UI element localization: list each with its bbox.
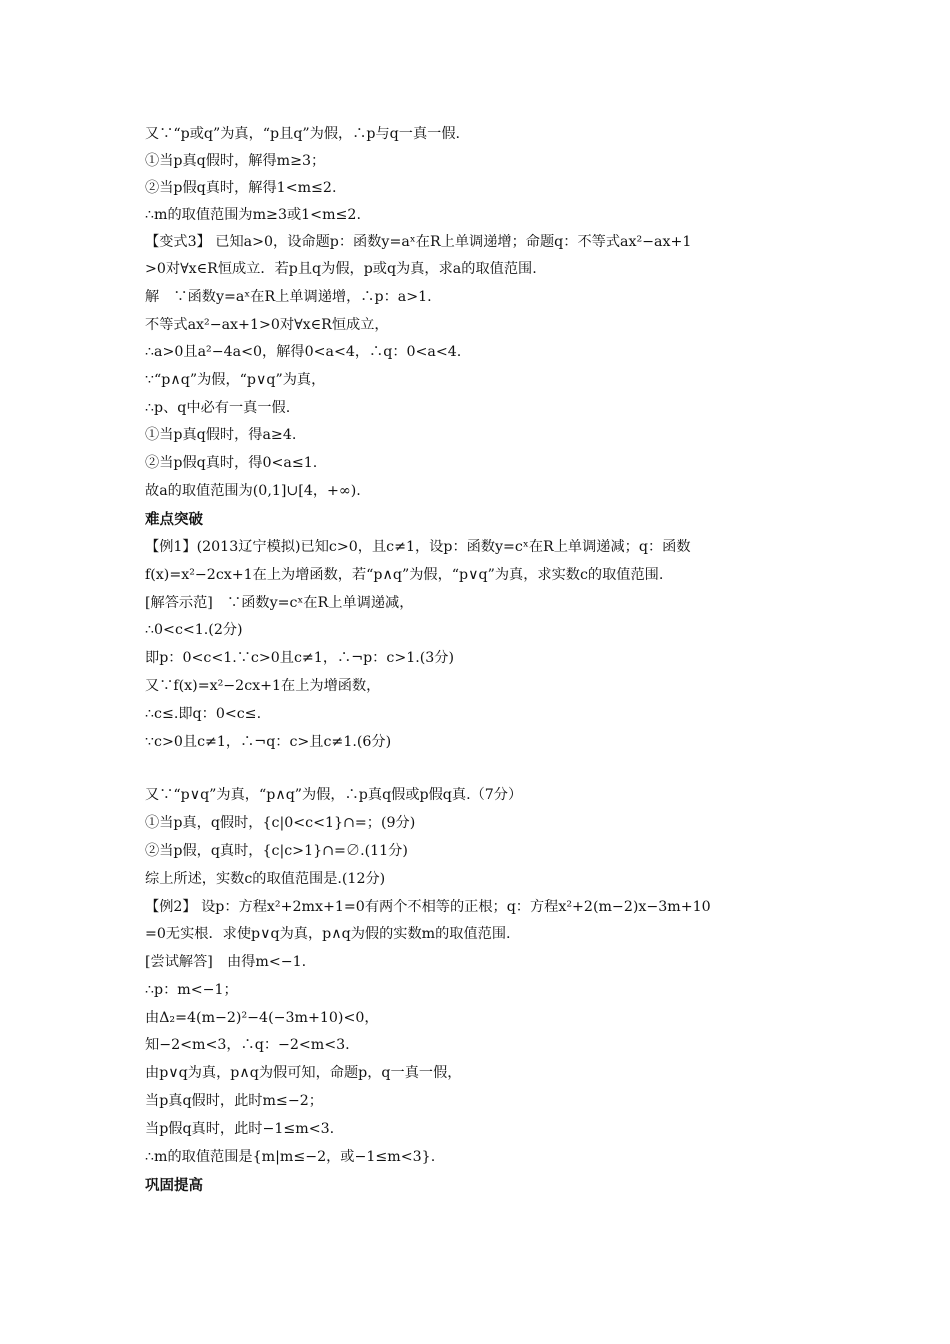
text-line: ∴a>0且a²−4a<0，解得0<a<4，∴q：0<a<4. <box>145 344 462 360</box>
text-line: ①当p真q假时，解得m≥3； <box>145 153 326 169</box>
text-line: 又∵“p或q”为真，“p且q”为假，∴p与q一真一假. <box>145 126 461 142</box>
text-line: ②当p假q真时，解得1<m≤2. <box>145 180 337 196</box>
text-line: 知−2<m<3，∴q：−2<m<3. <box>145 1037 350 1053</box>
text-line: ∴p、q中必有一真一假. <box>145 400 291 416</box>
text-line: [解答示范] ∵函数y=cˣ在R上单调递减， <box>145 595 414 611</box>
text-line: 当p假q真时，此时−1≤m<3. <box>145 1121 335 1137</box>
text-line: >0对∀x∈R恒成立．若p且q为假，p或q为真，求a的取值范围. <box>145 261 537 277</box>
text-line: ∴m的取值范围是{m|m≤−2，或−1≤m<3}. <box>145 1149 436 1165</box>
text-line: ∴m的取值范围为m≥3或1<m≤2. <box>145 207 361 223</box>
text-line: ①当p真q假时，得a≥4. <box>145 427 297 443</box>
text-line: ∴0<c<1.(2分) <box>145 622 243 638</box>
text-line: ∴p：m<−1； <box>145 982 238 998</box>
text-line: 综上所述，实数c的取值范围是.(12分) <box>145 871 386 887</box>
text-line: 当p真q假时，此时m≤−2； <box>145 1093 323 1109</box>
text-line: ∴c≤.即q：0<c≤. <box>145 706 262 722</box>
text-line: 又∵“p∨q”为真，“p∧q”为假，∴p真q假或p假q真.（7分） <box>145 787 523 803</box>
text-line: 【变式3】 已知a>0，设命题p：函数y=aˣ在R上单调递增；命题q：不等式ax²−ax+1 <box>145 234 692 250</box>
text-line: ②当p假，q真时，{c|c>1}∩=∅.(11分) <box>145 843 408 859</box>
text-line: 解 ∵函数y=aˣ在R上单调递增，∴p：a>1. <box>145 289 432 305</box>
text-line: ①当p真，q假时，{c|0<c<1}∩=；(9分) <box>145 815 416 831</box>
text-line: 不等式ax²−ax+1>0对∀x∈R恒成立， <box>145 317 389 333</box>
text-line: 由Δ₂=4(m−2)²−4(−3m+10)<0， <box>145 1010 379 1026</box>
text-line: ②当p假q真时，得0<a≤1. <box>145 455 318 471</box>
section-heading: 巩固提高 <box>145 1178 203 1194</box>
text-line: =0无实根．求使p∨q为真，p∧q为假的实数m的取值范围. <box>145 926 511 942</box>
section-heading: 难点突破 <box>145 512 203 528</box>
text-line: 又∵f(x)=x²−2cx+1在上为增函数， <box>145 678 381 694</box>
text-line: [尝试解答] 由得m<−1. <box>145 954 307 970</box>
text-line: ∵c>0且c≠1，∴¬q：c>且c≠1.(6分) <box>145 734 392 750</box>
text-line: 即p：0<c<1.∵c>0且c≠1，∴¬p：c>1.(3分) <box>145 650 455 666</box>
text-line: f(x)=x²−2cx+1在上为增函数，若“p∧q”为假，“p∨q”为真，求实数c的取值范围. <box>145 567 664 583</box>
text-line: 故a的取值范围为(0,1]∪[4，+∞). <box>145 483 361 499</box>
text-line: 由p∨q为真，p∧q为假可知，命题p，q一真一假， <box>145 1065 462 1081</box>
text-line: ∵“p∧q”为假，“p∨q”为真， <box>145 372 326 388</box>
text-line: 【例2】 设p：方程x²+2mx+1=0有两个不相等的正根；q：方程x²+2(m−2)x−3m+10 <box>145 899 711 915</box>
text-line: 【例1】(2013辽宁模拟)已知c>0，且c≠1，设p：函数y=cˣ在R上单调递减；q：函数 <box>145 539 691 555</box>
